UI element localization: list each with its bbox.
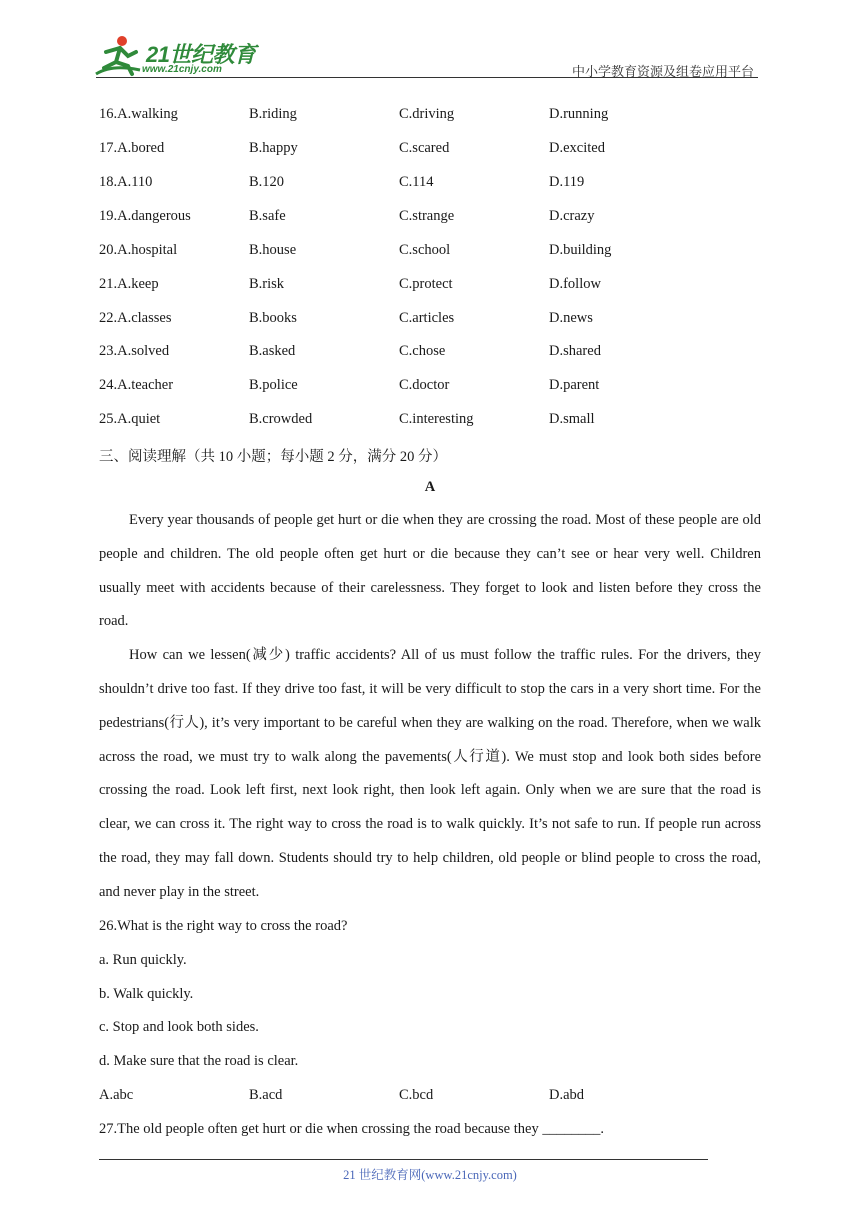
paragraph-2: How can we lessen(减少) traffic accidents? All of us must follow the traffic rules. For the drivers, they shouldn’t drive too fast. If they drive too fast, it will be very difficult to stop the cars in a very short time. For the pedestrians(行人), it’s very important to be careful when they are walking on the road. Therefore, when we walk across the road, we must try to walk along the pavements(人行道). We must stop and look both sides before crossing the road. Look left first, next look right, then look left again. Only when we are sure that the road is clear, we can cross it. The right way to cross the road is to walk quickly. It’s not safe to run. If people run across the road, they may fall down. Students should try to help children, old people or blind people to cross the road, and never play in the street. bbox=[99, 647, 761, 900]
option-c: C.protect bbox=[399, 276, 453, 292]
option-c: C.114 bbox=[399, 174, 434, 190]
option-d: D.shared bbox=[549, 343, 601, 359]
section-title: 三、阅读理解（共 10 小题；每小题 2 分，满分 20 分） bbox=[99, 449, 447, 465]
option-a: 23.A.solved bbox=[99, 343, 170, 359]
page-header bbox=[0, 0, 860, 80]
option-b: B.riding bbox=[249, 106, 297, 122]
option-a: 24.A.teacher bbox=[99, 377, 174, 393]
option-a: 16.A.walking bbox=[99, 106, 178, 122]
passage-body bbox=[99, 504, 761, 910]
option-b: B.police bbox=[249, 377, 298, 393]
option-b: B.house bbox=[249, 242, 297, 258]
option-d: D.follow bbox=[549, 276, 601, 292]
option-c: C.strange bbox=[399, 208, 455, 224]
logo bbox=[92, 34, 262, 78]
option-b: B.risk bbox=[249, 276, 285, 292]
option-d: D.parent bbox=[549, 377, 600, 393]
logo-text: 21世纪教育 bbox=[146, 42, 256, 67]
question-26-item-b: b. Walk quickly. bbox=[99, 986, 194, 1002]
question-26-stem: 26.What is the right way to cross the road? bbox=[99, 918, 348, 934]
footer-divider bbox=[99, 1159, 708, 1160]
option-b: B.120 bbox=[249, 174, 285, 190]
option-c: C.scared bbox=[399, 140, 450, 156]
choice-d: D.abd bbox=[549, 1087, 585, 1103]
option-d: D.building bbox=[549, 242, 612, 258]
option-c: C.chose bbox=[399, 343, 446, 359]
option-a: 21.A.keep bbox=[99, 276, 159, 292]
option-c: C.doctor bbox=[399, 377, 450, 393]
option-b: B.books bbox=[249, 310, 297, 326]
option-d: D.crazy bbox=[549, 208, 595, 224]
option-d: D.excited bbox=[549, 140, 605, 156]
question-26-item-d: d. Make sure that the road is clear. bbox=[99, 1053, 299, 1069]
platform-name: 中小学教育资源及组卷应用平台 bbox=[571, 64, 754, 79]
choice-b: B.acd bbox=[249, 1087, 283, 1103]
option-d: D.small bbox=[549, 411, 595, 427]
option-b: B.asked bbox=[249, 343, 296, 359]
choice-a: A.abc bbox=[99, 1087, 134, 1103]
option-a: 20.A.hospital bbox=[99, 242, 178, 258]
option-b: B.safe bbox=[249, 208, 286, 224]
option-b: B.crowded bbox=[249, 411, 313, 427]
option-d: D.news bbox=[549, 310, 593, 326]
option-b: B.happy bbox=[249, 140, 298, 156]
option-a: 25.A.quiet bbox=[99, 411, 161, 427]
paragraph-1: Every year thousands of people get hurt or die when they are crossing the road. Most of these people are old people and children. The old people often get hurt or die because they can’t see or hear very well. Children usually meet with accidents because of their carelessness. They forget to look and listen before they cross the road. bbox=[99, 512, 761, 630]
option-a: 18.A.110 bbox=[99, 174, 153, 190]
option-c: C.interesting bbox=[399, 411, 474, 427]
option-c: C.school bbox=[399, 242, 451, 258]
option-a: 22.A.classes bbox=[99, 310, 172, 326]
runner-logo-icon bbox=[92, 34, 148, 78]
option-a: 19.A.dangerous bbox=[99, 208, 191, 224]
logo-url: www.21cnjy.com bbox=[142, 64, 222, 75]
option-c: C.driving bbox=[399, 106, 455, 122]
option-d: D.running bbox=[549, 106, 609, 122]
question-27-stem: 27.The old people often get hurt or die when crossing the road because they ________. bbox=[99, 1121, 604, 1137]
passage-label: A bbox=[424, 479, 436, 495]
page-footer: 21 世纪教育网(www.21cnjy.com) bbox=[343, 1168, 517, 1182]
option-d: D.119 bbox=[549, 174, 585, 190]
choice-c: C.bcd bbox=[399, 1087, 434, 1103]
header-divider bbox=[96, 77, 758, 78]
question-26-item-c: c. Stop and look both sides. bbox=[99, 1019, 259, 1035]
option-c: C.articles bbox=[399, 310, 455, 326]
question-26-item-a: a. Run quickly. bbox=[99, 952, 187, 968]
option-a: 17.A.bored bbox=[99, 140, 165, 156]
